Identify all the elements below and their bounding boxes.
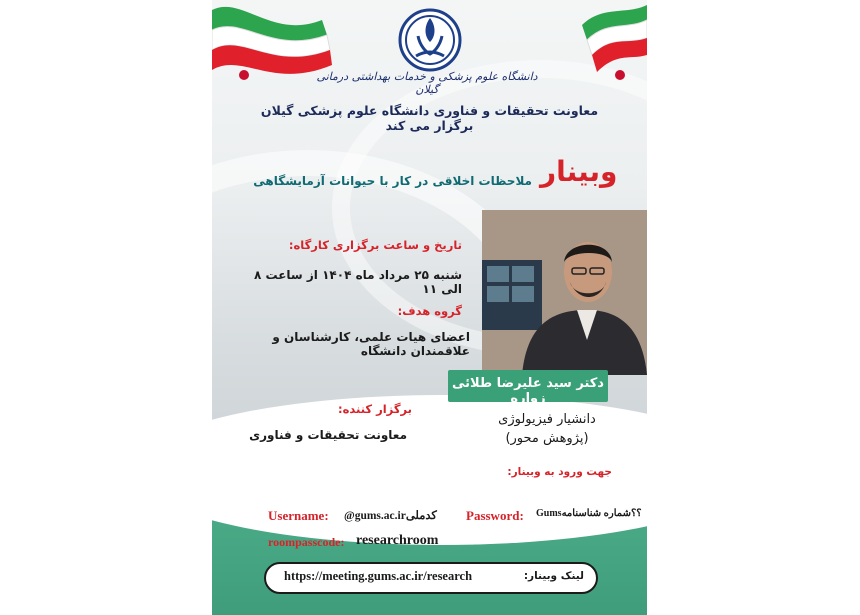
username-value: @gums.ac.irکدملی — [344, 510, 437, 522]
audience-value: اعضای هیات علمی، کارشناسان و علاقمندان دانشگاه — [272, 330, 470, 358]
university-logo-icon — [398, 8, 462, 72]
university-name: دانشگاه علوم پزشکی و خدمات بهداشتی درمانی گیلان — [316, 70, 538, 96]
webinar-link-url[interactable]: https://meeting.gums.ac.ir/research — [284, 569, 473, 583]
speaker-title-note: (پژوهش محور) — [505, 431, 589, 446]
date-label: تاریخ و ساعت برگزاری کارگاه: — [288, 238, 462, 252]
username-label: Username: — [268, 508, 329, 523]
webinar-poster — [212, 0, 647, 615]
webinar-title: وبینار — [540, 155, 618, 188]
speaker-portrait-icon — [482, 210, 647, 375]
speaker-title: دانشیار فیزیولوژی — [498, 412, 596, 427]
roompasscode-value: researchroom — [356, 533, 439, 548]
audience-label: گروه هدف: — [397, 304, 462, 318]
webinar-link-label: لینک وبینار: — [523, 570, 584, 582]
roompasscode-label: roompasscode: — [268, 535, 345, 549]
organizer-value: معاونت تحقیقات و فناوری — [249, 428, 407, 442]
webinar-subject: ملاحظات اخلاقی در کار با حیوانات آزمایشگاهی — [253, 174, 532, 188]
headline: معاونت تحقیقات و فناوری دانشگاه علوم پزشکی گیلان برگزار می کند — [260, 103, 599, 133]
password-label: Password: — [466, 508, 524, 523]
speaker-name: دکتر سید علیرضا طلائی زواره — [452, 376, 604, 406]
password-value: Gums؟؟شماره شناسنامه — [536, 508, 642, 519]
entry-label: جهت ورود به وبینار: — [507, 466, 612, 478]
date-value: شنبه ۲۵ مرداد ماه ۱۴۰۴ از ساعت ۸ الی ۱۱ — [254, 268, 462, 296]
iran-flag-right-icon — [582, 0, 647, 110]
speaker-photo — [482, 210, 647, 375]
organizer-label: برگزار کننده: — [338, 402, 412, 416]
